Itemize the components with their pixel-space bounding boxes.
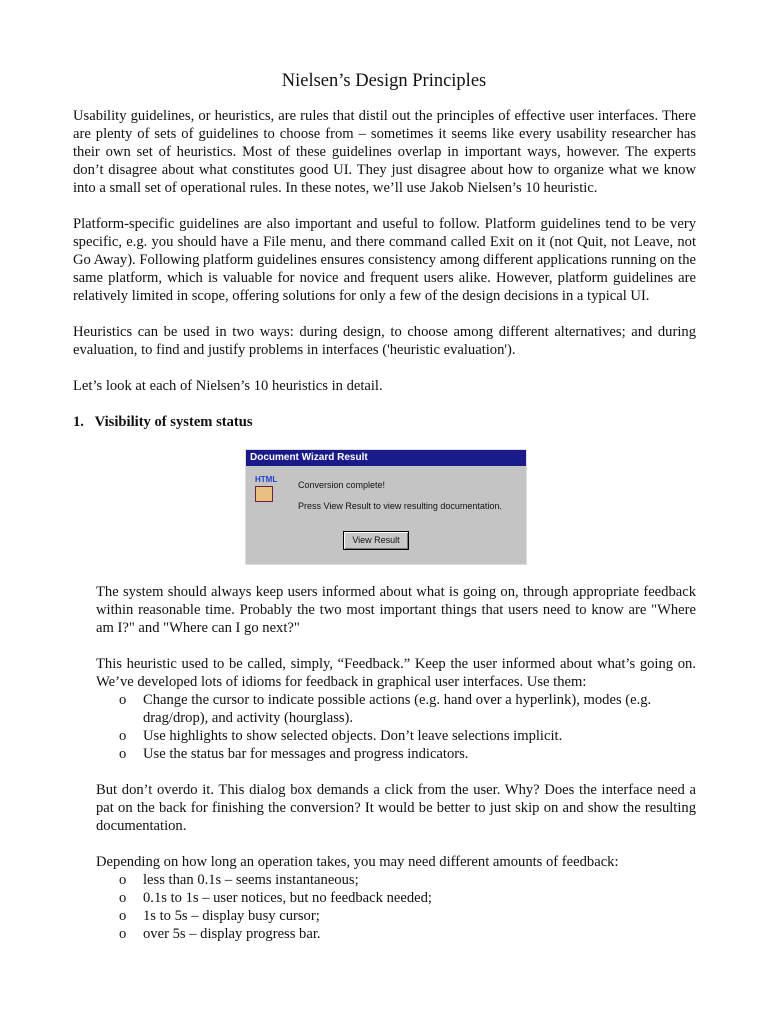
section-heading: 1. Visibility of system status (73, 414, 253, 430)
bullet-list (73, 871, 696, 943)
list-item: o over 5s – display progress bar. (119, 925, 696, 943)
list-item: o Use highlights to show selected objects. Don’t leave selections implicit. (119, 727, 696, 745)
list-item: o Use the status bar for messages and progress indicators. (119, 745, 696, 763)
bullet-list (73, 691, 696, 763)
paragraph: But don’t overdo it. This dialog box demands a click from the user. Why? Does the interface need a pat on the back for finishing the conversion? It would be better to just skip on and show the resulting documentation. (96, 782, 696, 834)
paragraph: Platform-specific guidelines are also important and useful to follow. Platform guidelines tend to be very specific, e.g. you should have a File menu, and there command called Exit on it (not Quit, not Leave, not Go Away). Following platform guidelines ensures consistency among different applications running on the same platform, which is valuable for novice and frequent users alike. However, platform guidelines are relatively limited in scope, offering solutions for only a few of the design decisions in a typical UI. (73, 216, 696, 304)
paragraph: Usability guidelines, or heuristics, are rules that distil out the principles of effective user interfaces. There are plenty of sets of guidelines to choose from – sometimes it seems like every usability researcher has their own set of heuristics. Most of these guidelines overlap in important ways, however. The experts don’t disagree about what constitutes good UI. They just disagree about how to organize what we know into a small set of operational rules. In these notes, we’ll use Jakob Nielsen’s 10 heuristic. (73, 108, 696, 196)
dialog-message: Press View Result to view resulting documentation. (298, 501, 502, 511)
icon-label: HTML (255, 475, 278, 484)
html-document-icon (255, 474, 281, 504)
list-item: o Change the cursor to indicate possible actions (e.g. hand over a hyperlink), modes (e.g. drag/drop), and activity (hourglass). (119, 691, 696, 727)
paragraph: This heuristic used to be called, simply, “Feedback.” Keep the user informed about what’s going on. We’ve developed lots of idioms for feedback in graphical user interfaces. Use them: (96, 656, 696, 690)
paragraph: Heuristics can be used in two ways: during design, to choose among different alternatives; and during evaluation, to find and justify problems in interfaces ('heuristic evaluation'). (73, 324, 696, 358)
paragraph: Depending on how long an operation takes, you may need different amounts of feedback: (96, 854, 619, 870)
document-body (73, 107, 696, 961)
paragraph: Let’s look at each of Nielsen’s 10 heuristics in detail. (73, 378, 383, 394)
paragraph: The system should always keep users informed about what is going on, through appropriate feedback within reasonable time. Probably the two most important things that users need to know are "Where am I?" and "Where can I go next?" (96, 584, 696, 636)
dialog-message: Conversion complete! (298, 480, 386, 490)
list-item: o 0.1s to 1s – user notices, but no feedback needed; (119, 889, 696, 907)
page-title: Nielsen’s Design Principles (281, 71, 487, 91)
view-result-button: View Result (343, 531, 409, 550)
dialog-title-bar: Document Wizard Result (246, 450, 526, 466)
list-item: o 1s to 5s – display busy cursor; (119, 907, 696, 925)
list-item: o less than 0.1s – seems instantaneous; (119, 871, 696, 889)
dialog-screenshot (245, 449, 527, 565)
